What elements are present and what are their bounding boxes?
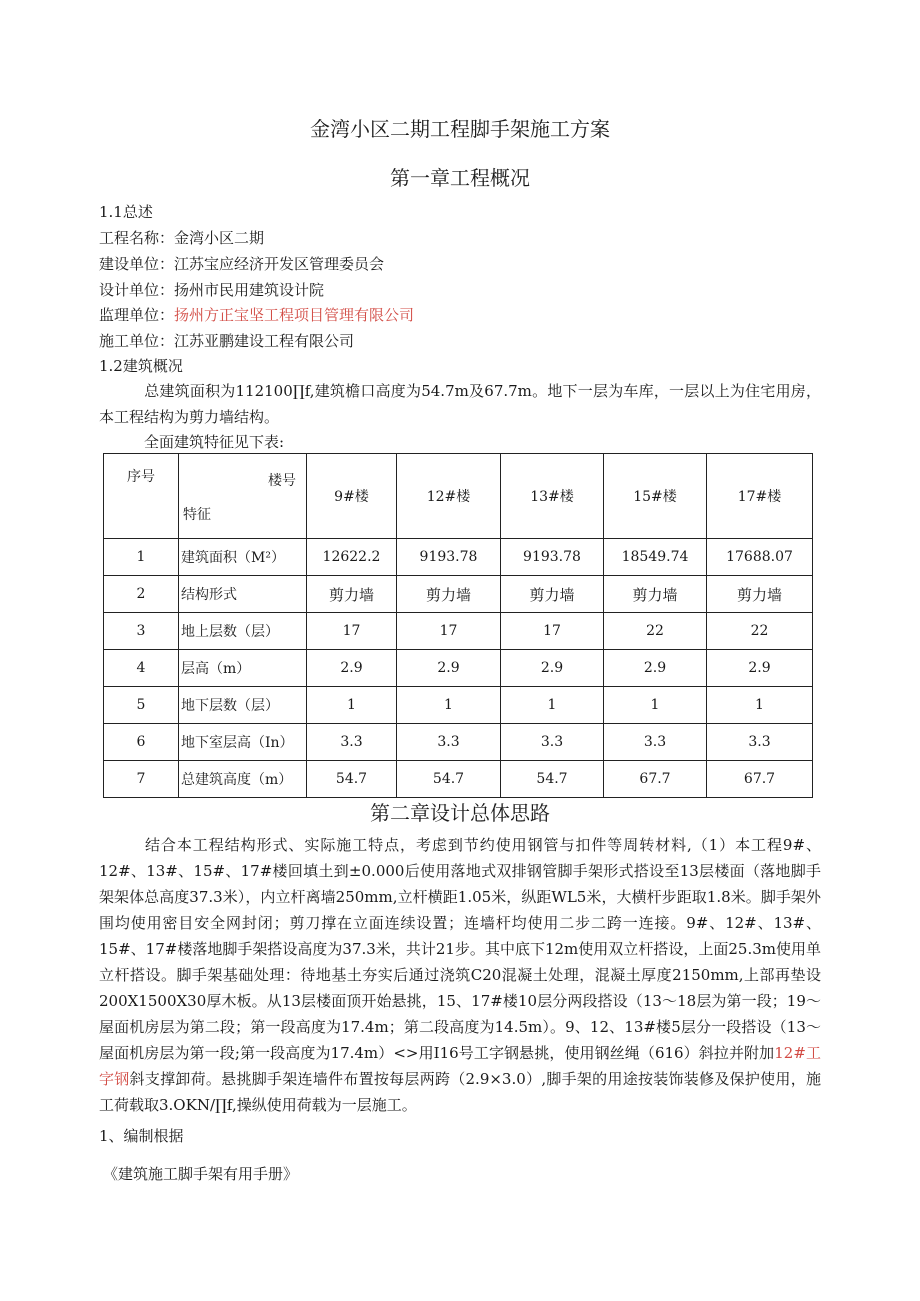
row-value: 剪力墙 [307,576,397,613]
info-label: 建设单位： [99,255,175,273]
info-designer [99,280,324,300]
document-title: 金湾小区二期工程脚手架施工方案 [310,117,610,141]
row-no: 6 [104,724,179,761]
info-label: 工程名称： [99,229,175,247]
header-building-name: 9#楼 [307,454,397,539]
table-row [104,539,813,576]
chapter-1-heading: 第一章工程概况 [390,166,530,190]
row-value: 2.9 [397,650,501,687]
row-label: 地上层数（层） [179,613,307,650]
table-intro: 全面建筑特征见下表: [144,433,285,451]
table-row [104,650,813,687]
design-text-2: 斜支撑卸荷。悬挑脚手架连墙件布置按每层两跨（2.9×3.0）,脚手架的用途按装饰装修及保护使用，施工荷载取3.OKN/∏f,操纵使用荷载为一层施工。 [99,1070,821,1114]
row-value: 17688.07 [707,539,813,576]
section-1-2-heading: 1.2建筑概况 [99,357,183,375]
row-value: 3.3 [397,724,501,761]
row-value: 1 [707,687,813,724]
row-label: 地下层数（层） [179,687,307,724]
table-row [104,724,813,761]
info-client [99,254,384,274]
row-value: 2.9 [501,650,604,687]
row-label: 结构形式 [179,576,307,613]
info-value: 金湾小区二期 [174,229,265,247]
info-value: 扬州方正宝坚工程项目管理有限公司 [174,306,415,324]
row-no: 2 [104,576,179,613]
info-label: 设计单位： [99,281,175,299]
row-label: 地下室层高（In） [179,724,307,761]
row-no: 1 [104,539,179,576]
row-value: 3.3 [707,724,813,761]
row-value: 54.7 [307,761,397,798]
row-label: 建筑面积（M²） [179,539,307,576]
row-value: 54.7 [501,761,604,798]
info-value: 扬州市民用建筑设计院 [174,281,325,299]
row-value: 3.3 [604,724,707,761]
table-row [104,687,813,724]
row-value: 1 [397,687,501,724]
row-no: 3 [104,613,179,650]
row-value: 3.3 [501,724,604,761]
row-value: 2.9 [604,650,707,687]
table-header-row [104,454,813,539]
row-value: 12622.2 [307,539,397,576]
row-value: 67.7 [604,761,707,798]
row-no: 4 [104,650,179,687]
info-value: 江苏宝应经济开发区管理委员会 [174,255,385,273]
header-building-name: 15#楼 [604,454,707,539]
table-row [104,761,813,798]
row-value: 2.9 [707,650,813,687]
row-value: 2.9 [307,650,397,687]
design-paragraph [99,832,821,1118]
overview-paragraph [99,378,821,430]
info-contractor [99,331,354,351]
row-value: 1 [604,687,707,724]
building-feature-table [103,453,813,798]
row-value: 3.3 [307,724,397,761]
row-value: 剪力墙 [397,576,501,613]
row-value: 17 [307,613,397,650]
row-value: 18549.74 [604,539,707,576]
row-value: 剪力墙 [707,576,813,613]
header-building-name: 17#楼 [707,454,813,539]
overview-text: 总建筑面积为112100∏f,建筑檐口高度为54.7m及67.7m。地下一层为车库，一层以上为住宅用房，本工程结构为剪力墙结构。 [99,382,821,426]
info-supervisor [99,305,414,325]
row-value: 9193.78 [397,539,501,576]
info-project-name [99,228,264,248]
row-value: 1 [307,687,397,724]
header-diagonal-cell [179,454,307,539]
row-value: 67.7 [707,761,813,798]
table-row [104,613,813,650]
section-1-1-heading: 1.1总述 [99,203,153,221]
chapter-2-heading: 第二章设计总体思路 [370,801,550,825]
info-label: 施工单位： [99,332,175,350]
row-label: 层高（m） [179,650,307,687]
reference-book: 《建筑施工脚手架有用手册》 [103,1165,299,1183]
header-no: 序号 [104,454,179,539]
table-row [104,576,813,613]
row-value: 22 [707,613,813,650]
row-value: 剪力墙 [604,576,707,613]
section-1-heading: 1、编制根据 [99,1127,184,1145]
row-label: 总建筑高度（m） [179,761,307,798]
row-value: 9193.78 [501,539,604,576]
row-value: 17 [501,613,604,650]
header-building-name: 13#楼 [501,454,604,539]
header-feature: 特征 [183,507,211,523]
info-value: 江苏亚鹏建设工程有限公司 [174,332,355,350]
design-text-1: 结合本工程结构形式、实际施工特点，考虑到节约使用钢管与扣件等周转材料,（1）本工程9#、12#、13#、15#、17#楼回填土到±0.000后使用落地式双排钢管脚手架形式搭设至13层楼面（落地脚手架架体总高度37.3米），内立杆离墙250mm,立杆横距1.05米，纵距WL5米，大横杆步距取1.8米。脚手架外围均使用密目安全网封闭；剪刀撑在立面连续设置；连墙杆均使用二步二跨一连接。9#、12#、13#、15#、17#楼落地脚手架搭设高度为37.3米，共计21步。其中底下12m使用双立杆搭设，上面25.3m使用单立杆搭设。脚手架基础处理：待地基土夯实后通过浇筑C20混凝土处理，混凝土厚度2150mm,上部再垫设200X1500X30厚木板。从13层楼面顶开始悬挑，15、17#楼10层分两段搭设（13～18层为第一段；19～屋面机房层为第二段；第一段高度为17.4m；第二段高度为14.5m）。9、12、13#楼5层分一段搭设（13～屋面机房层为第一段;第一段高度为17.4m）<>用I16号工字钢悬挑，使用钢丝绳（616）斜拉并附加 [99,836,821,1062]
row-no: 7 [104,761,179,798]
design-text-highlight: 12#工字钢 [99,1044,821,1088]
row-value: 剪力墙 [501,576,604,613]
row-no: 5 [104,687,179,724]
header-building: 楼号 [268,473,296,489]
row-value: 54.7 [397,761,501,798]
row-value: 17 [397,613,501,650]
info-label: 监理单位： [99,306,175,324]
row-value: 22 [604,613,707,650]
header-building-name: 12#楼 [397,454,501,539]
row-value: 1 [501,687,604,724]
